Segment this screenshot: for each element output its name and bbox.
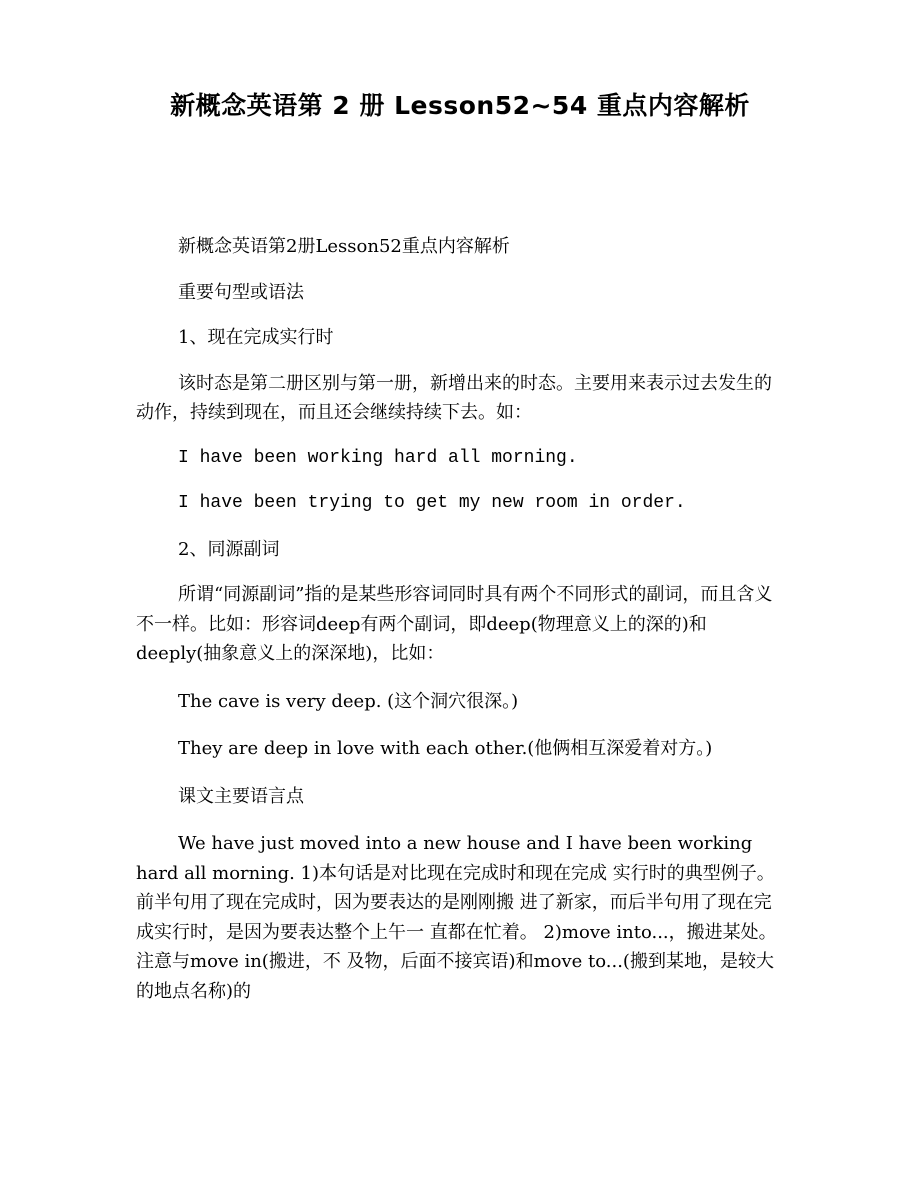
grammar-point-1-heading: 1、现在完成实行时: [178, 327, 334, 348]
lesson-heading: 新概念英语第2册Lesson52重点内容解析: [178, 236, 510, 257]
grammar-point-1-text: 该时态是第二册区别与第一册，新增出来的时态。主要用来表示过去发生的动作，持续到现在，而且还会继续持续下去。如：: [136, 372, 772, 423]
grammar-point-2-text: 所谓“同源副词”指的是某些形容词同时具有两个不同形式的副词，而且含义不一样。比如：形容词deep有两个副词，即deep(物理意义上的深的)和deeply(抽象意义上的深深地)，比如：: [136, 584, 773, 664]
section-heading-grammar: 重要句型或语法: [178, 281, 304, 303]
document-body: [136, 232, 786, 1006]
section-heading-language-points: 课文主要语言点: [178, 785, 304, 807]
document-title: 新概念英语第 2 册 Lesson52~54 重点内容解析: [170, 91, 750, 120]
example-sentence: I have been trying to get my new room in order.: [178, 493, 686, 513]
example-sentence: I have been working hard all morning.: [178, 447, 578, 468]
example-sentence: The cave is very deep. (这个洞穴很深。): [178, 690, 519, 712]
example-sentence: They are deep in love with each other.(他俩相互深爱着对方。): [178, 738, 713, 759]
grammar-point-2-heading: 2、同源副词: [178, 538, 280, 560]
language-point-text: We have just moved into a new house and I have been working hard all morning. 1)本句话是对比现在完成时和现在完成 实行时的典型例子。前半句用了现在完成时，因为要表达的是刚刚搬 进了新家，而后半句用了现在完成实行时，是因为要表达整个上午一 直都在忙着。 2)move into...，搬进某处。注意与move in(搬进，不 及物，后面不接宾语)和move to...(搬到某地，是较大的地点名称)的: [136, 833, 777, 1002]
